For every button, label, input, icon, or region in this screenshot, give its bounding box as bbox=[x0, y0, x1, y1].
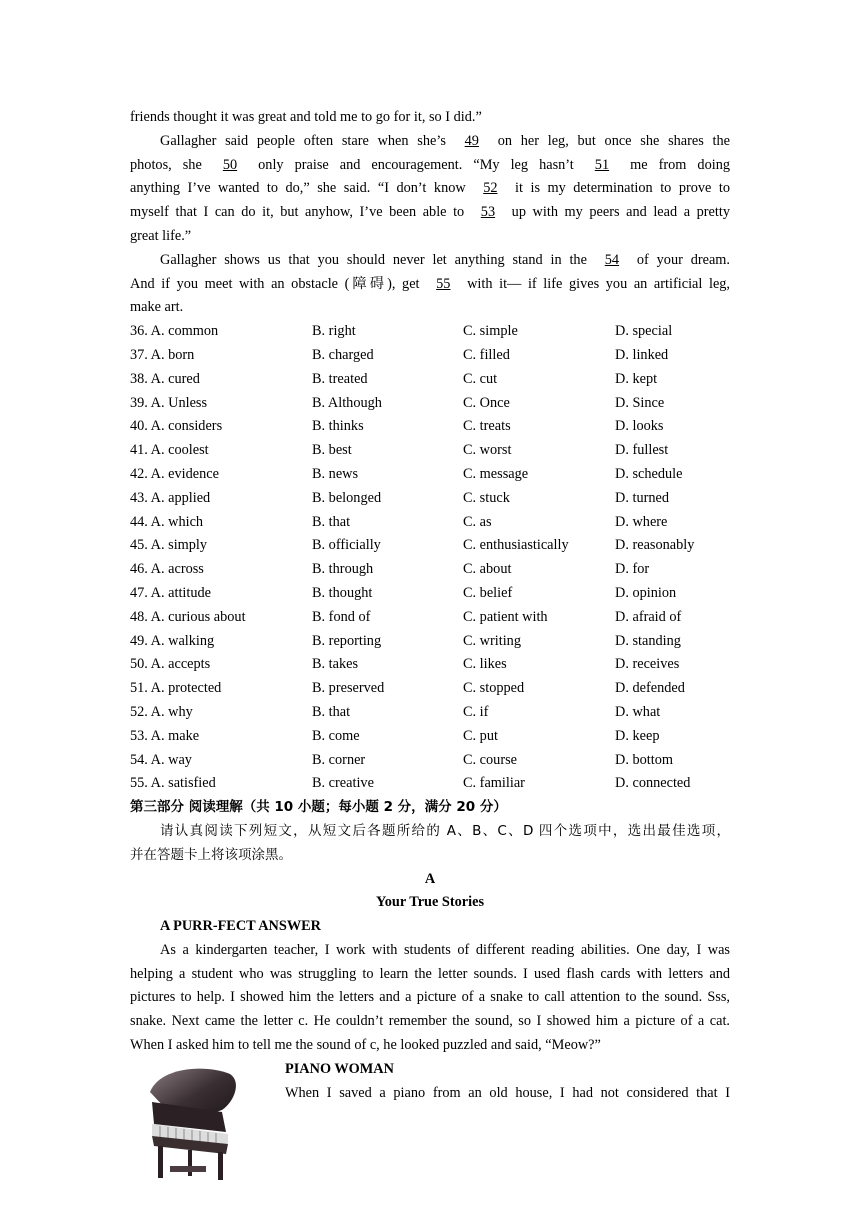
story-line: As a kindergarten teacher, I work with students of different reading abilities. One day, I was bbox=[160, 941, 730, 958]
story-paragraph bbox=[130, 939, 730, 1058]
option-b: B. belonged bbox=[312, 489, 382, 506]
passage-line bbox=[130, 154, 730, 178]
option-c: C. likes bbox=[463, 656, 507, 673]
option-c: C. Once bbox=[463, 394, 510, 411]
option-a: 47. A. attitude bbox=[130, 584, 212, 601]
option-c: C. cut bbox=[463, 370, 498, 387]
option-c: C. belief bbox=[463, 584, 513, 601]
option-c: C. if bbox=[463, 703, 489, 720]
instructions-line: 请认真阅读下列短文，从短文后各题所给的 A、B、C、D 四个选项中，选出最佳选项， bbox=[160, 822, 730, 839]
option-b: B. right bbox=[312, 323, 356, 340]
option-b: B. that bbox=[312, 703, 351, 720]
blank-51: 51 bbox=[594, 156, 610, 173]
option-d: D. linked bbox=[615, 346, 669, 363]
story-title: PIANO WOMAN bbox=[285, 1060, 394, 1077]
option-a: 38. A. cured bbox=[130, 370, 200, 387]
option-a: 46. A. across bbox=[130, 561, 204, 578]
option-b: B. Although bbox=[312, 394, 382, 411]
option-a: 42. A. evidence bbox=[130, 465, 219, 482]
option-d: D. looks bbox=[615, 418, 664, 435]
option-d: D. bottom bbox=[615, 751, 673, 768]
option-b: B. creative bbox=[312, 775, 374, 792]
option-d: D. reasonably bbox=[615, 537, 695, 554]
option-c: C. stopped bbox=[463, 680, 525, 697]
option-d: D. standing bbox=[615, 632, 681, 649]
section-heading: 第三部分 阅读理解（共 10 小题；每小题 2 分，满分 20 分） bbox=[130, 799, 507, 816]
option-b: B. thought bbox=[312, 584, 373, 601]
story-line: When I saved a piano from an old house, I had not considered that I bbox=[285, 1084, 730, 1101]
option-a: 40. A. considers bbox=[130, 418, 223, 435]
passage-line bbox=[130, 249, 730, 273]
option-a: 49. A. walking bbox=[130, 632, 215, 649]
option-b: B. news bbox=[312, 465, 359, 482]
option-c: C. simple bbox=[463, 323, 518, 340]
text: Gallagher shows us that you should never let anything stand in the bbox=[160, 251, 587, 268]
option-a: 39. A. Unless bbox=[130, 394, 208, 411]
option-c: C. as bbox=[463, 513, 492, 530]
text: it is my determination to prove to bbox=[515, 180, 730, 197]
story-line: When I asked him to tell me the sound of c, he looked puzzled and said, “Meow?” bbox=[130, 1037, 601, 1054]
option-b: B. treated bbox=[312, 370, 368, 387]
option-d: D. special bbox=[615, 323, 673, 340]
option-a: 43. A. applied bbox=[130, 489, 211, 506]
text: me from doing bbox=[630, 156, 730, 173]
option-b: B. corner bbox=[312, 751, 366, 768]
text: with it— if life gives you an artificial leg, bbox=[467, 275, 731, 292]
option-c: C. message bbox=[463, 465, 529, 482]
blank-50: 50 bbox=[222, 156, 238, 173]
option-c: C. filled bbox=[463, 346, 510, 363]
option-a: 41. A. coolest bbox=[130, 442, 209, 459]
option-d: D. afraid of bbox=[615, 608, 682, 625]
option-a: 37. A. born bbox=[130, 346, 195, 363]
option-c: C. patient with bbox=[463, 608, 548, 625]
option-c: C. worst bbox=[463, 442, 512, 459]
option-b: B. thinks bbox=[312, 418, 364, 435]
piano-story-text bbox=[285, 1058, 730, 1106]
piano-image bbox=[130, 1062, 242, 1184]
passage-line: make art. bbox=[130, 299, 184, 316]
passage-paragraph-3 bbox=[130, 249, 730, 320]
option-c: C. course bbox=[463, 751, 517, 768]
passage-line bbox=[130, 201, 730, 225]
option-a: 53. A. make bbox=[130, 727, 200, 744]
blank-49: 49 bbox=[464, 132, 479, 149]
option-b: B. reporting bbox=[312, 632, 382, 649]
option-d: D. where bbox=[615, 513, 668, 530]
option-d: D. receives bbox=[615, 656, 680, 673]
option-c: C. writing bbox=[463, 632, 521, 649]
option-d: D. keep bbox=[615, 727, 660, 744]
option-d: D. for bbox=[615, 561, 650, 578]
passage-line: friends thought it was great and told me to go for it, so I did.” bbox=[130, 109, 482, 125]
option-b: B. best bbox=[312, 442, 352, 459]
passage-line: great life.” bbox=[130, 227, 192, 244]
blank-52: 52 bbox=[483, 180, 498, 197]
text: of your dream. bbox=[636, 251, 730, 268]
passage-line bbox=[130, 177, 730, 201]
option-a: 51. A. protected bbox=[130, 680, 222, 697]
text: only praise and encouragement. “My leg hasn’t bbox=[258, 156, 574, 173]
option-a: 36. A. common bbox=[130, 323, 219, 340]
option-a: 52. A. why bbox=[130, 703, 193, 720]
option-c: C. stuck bbox=[463, 489, 510, 506]
piano-story bbox=[130, 1058, 730, 1178]
story-line: snake. Next came the letter c. He couldn’t remember the sound, so I showed him a picture of a cat. bbox=[130, 1013, 730, 1030]
option-c: C. put bbox=[463, 727, 498, 744]
option-c: C. about bbox=[463, 561, 512, 578]
option-c: C. enthusiastically bbox=[463, 537, 569, 554]
option-d: D. kept bbox=[615, 370, 658, 387]
blank-55: 55 bbox=[436, 275, 451, 292]
passage-line bbox=[130, 273, 730, 297]
document-page bbox=[130, 106, 730, 1178]
option-a: 54. A. way bbox=[130, 751, 192, 768]
passage-letter: A bbox=[424, 870, 436, 887]
story-line: pictures to help. I showed him the letters and a picture of a snake to call attention to the sound. Sss, bbox=[130, 989, 730, 1006]
story-line: helping a student who was struggling to learn the letter sounds. I used flash cards with letters and bbox=[130, 965, 730, 982]
option-a: 48. A. curious about bbox=[130, 608, 246, 625]
passage-line bbox=[130, 130, 730, 154]
text: And if you meet with an obstacle (障碍), get bbox=[130, 275, 420, 292]
option-b: B. takes bbox=[312, 656, 359, 673]
option-c: C. familiar bbox=[463, 775, 525, 792]
option-d: D. defended bbox=[615, 680, 685, 697]
text: myself that I can do it, but anyhow, I’ve been able to bbox=[130, 204, 465, 221]
option-d: D. connected bbox=[615, 775, 691, 792]
text: Gallagher said people often stare when she’s bbox=[160, 132, 446, 149]
option-d: D. opinion bbox=[615, 584, 677, 601]
option-b: B. come bbox=[312, 727, 360, 744]
option-b: B. officially bbox=[312, 537, 381, 554]
story-title: A PURR-FECT ANSWER bbox=[160, 918, 321, 935]
option-a: 50. A. accepts bbox=[130, 656, 211, 673]
text: photos, she bbox=[130, 156, 202, 173]
answer-options-grid bbox=[130, 320, 730, 796]
text: up with my peers and lead a pretty bbox=[511, 204, 730, 221]
option-b: B. preserved bbox=[312, 680, 385, 697]
option-b: B. that bbox=[312, 513, 351, 530]
option-d: D. what bbox=[615, 703, 661, 720]
passage-paragraph-2 bbox=[130, 130, 730, 249]
text: on her leg, but once she shares the bbox=[497, 132, 731, 149]
passage-title: Your True Stories bbox=[375, 894, 485, 911]
text: anything I’ve wanted to do,” she said. “I don’t know bbox=[130, 180, 466, 197]
option-d: D. schedule bbox=[615, 465, 683, 482]
option-d: D. turned bbox=[615, 489, 669, 506]
option-b: B. fond of bbox=[312, 608, 371, 625]
option-d: D. Since bbox=[615, 394, 665, 411]
option-b: B. charged bbox=[312, 346, 374, 363]
option-b: B. through bbox=[312, 561, 374, 578]
option-a: 45. A. simply bbox=[130, 537, 208, 554]
option-a: 55. A. satisfied bbox=[130, 775, 216, 792]
option-c: C. treats bbox=[463, 418, 511, 435]
option-d: D. fullest bbox=[615, 442, 669, 459]
option-a: 44. A. which bbox=[130, 513, 204, 530]
blank-54: 54 bbox=[604, 251, 620, 268]
blank-53: 53 bbox=[480, 204, 496, 221]
instructions-line: 并在答题卡上将该项涂黑。 bbox=[130, 846, 292, 863]
